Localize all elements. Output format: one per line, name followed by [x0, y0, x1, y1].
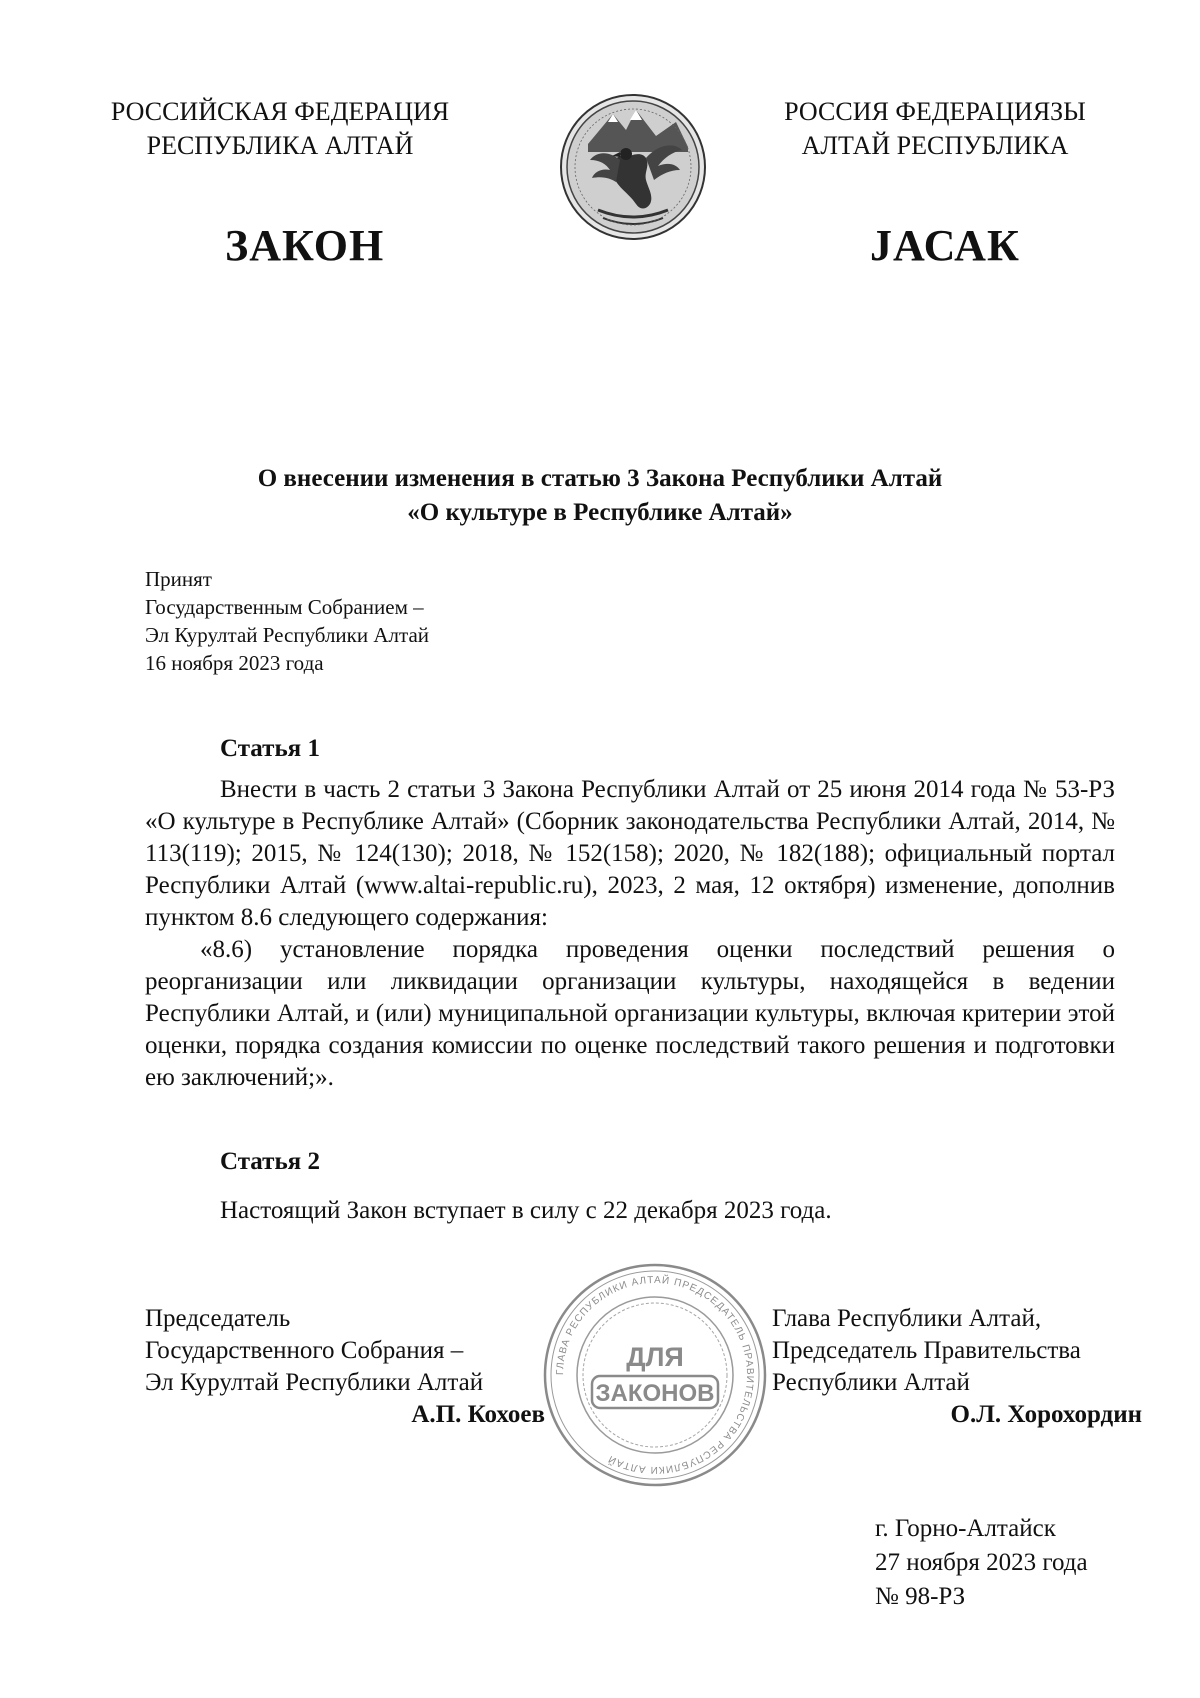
official-stamp — [540, 1260, 770, 1490]
stamp-text-line-2: ЗАКОНОВ — [595, 1380, 715, 1407]
signature-block-right — [772, 1303, 1142, 1431]
article-1-body — [145, 774, 1115, 1094]
signatory-name-left: А.П. Кохоев — [411, 1401, 545, 1428]
country-name-russian: РОССИЙСКАЯ ФЕДЕРАЦИЯ — [110, 97, 450, 126]
signing-date: 27 ноября 2023 года — [875, 1549, 1088, 1576]
adoption-line-3: Эл Курултай Республики Алтай — [145, 623, 430, 647]
adoption-line-1: Принят — [145, 567, 212, 591]
signatory-title-line-2: Государственного Собрания – — [145, 1337, 464, 1364]
law-number: № 98-РЗ — [875, 1583, 966, 1610]
article-1-paragraph-1: Внести в часть 2 статьи 3 Закона Республики Алтай от 25 июня 2014 года № 53-РЗ «О культуре в Республике Алтай» (Сборник законодательства Республики Алтай, 2014, № 113(119); 2015, № 124(130); 2018, № 152(158); 2020, № 182(188); официальный портал Республики Алтай (www.altai-republic.ru), 2023, 2 мая, 12 октября) изменение, дополнив пунктом 8.6 следующего содержания: — [145, 776, 1115, 931]
signatory-title-line-3: Эл Курултай Республики Алтай — [145, 1369, 484, 1396]
law-label-altai: JАСАК — [870, 221, 1020, 270]
article-1-heading: Статья 1 — [220, 735, 320, 762]
header-right — [735, 95, 1135, 163]
law-title — [100, 462, 1100, 530]
coat-of-arms-icon — [558, 92, 708, 242]
signatory-title-line-1: Глава Республики Алтай, — [772, 1305, 1042, 1332]
signatory-title-line-3: Республики Алтай — [772, 1369, 970, 1396]
signature-block-left — [145, 1303, 545, 1431]
law-label-russian: ЗАКОН — [225, 221, 385, 270]
article-2-heading: Статья 2 — [220, 1148, 320, 1175]
stamp-ring-text: ГЛАВА РЕСПУБЛИКИ АЛТАЙ ПРЕДСЕДАТЕЛЬ ПРАВИТЕЛЬСТВА РЕСПУБЛИКИ АЛТАЙ — [554, 1274, 756, 1476]
article-2-text: Настоящий Закон вступает в силу с 22 декабря 2023 года. — [220, 1197, 832, 1224]
stamp-text-line-1: ДЛЯ — [626, 1342, 684, 1372]
law-title-line-2: «О культуре в Республике Алтай» — [407, 499, 793, 526]
city: г. Горно-Алтайск — [875, 1515, 1056, 1542]
republic-name-altai: АЛТАЙ РЕСПУБЛИКА — [801, 131, 1069, 160]
signatory-name-right: О.Л. Хорохордин — [950, 1401, 1142, 1428]
article-1-paragraph-2: «8.6) установление порядка проведения оценки последствий решения о реорганизации или ликвидации организации культуры, находящейся в ведении Республики Алтай, и (или) муниципальной организации культуры, включая критерии этой оценки, порядка создания комиссии по оценке последствий такого решения и подготовки ею заключений;». — [145, 936, 1115, 1091]
adoption-date: 16 ноября 2023 года — [145, 651, 324, 675]
adoption-info — [145, 565, 429, 677]
law-title-line-1: О внесении изменения в статью 3 Закона Республики Алтай — [257, 465, 943, 492]
adoption-line-2: Государственным Собранием – — [145, 595, 424, 619]
place-date-number — [875, 1512, 1088, 1614]
signatory-title-line-1: Председатель — [145, 1305, 291, 1332]
signatory-title-line-2: Председатель Правительства — [772, 1337, 1081, 1364]
republic-name-russian: РЕСПУБЛИКА АЛТАЙ — [146, 131, 414, 160]
header-left — [70, 95, 490, 163]
country-name-altai: РОССИЯ ФЕДЕРАЦИЯЗЫ — [784, 97, 1086, 126]
svg-text:ГЛАВА РЕСПУБЛИКИ АЛТАЙ ПРЕДСЕД — [555, 1273, 755, 1475]
